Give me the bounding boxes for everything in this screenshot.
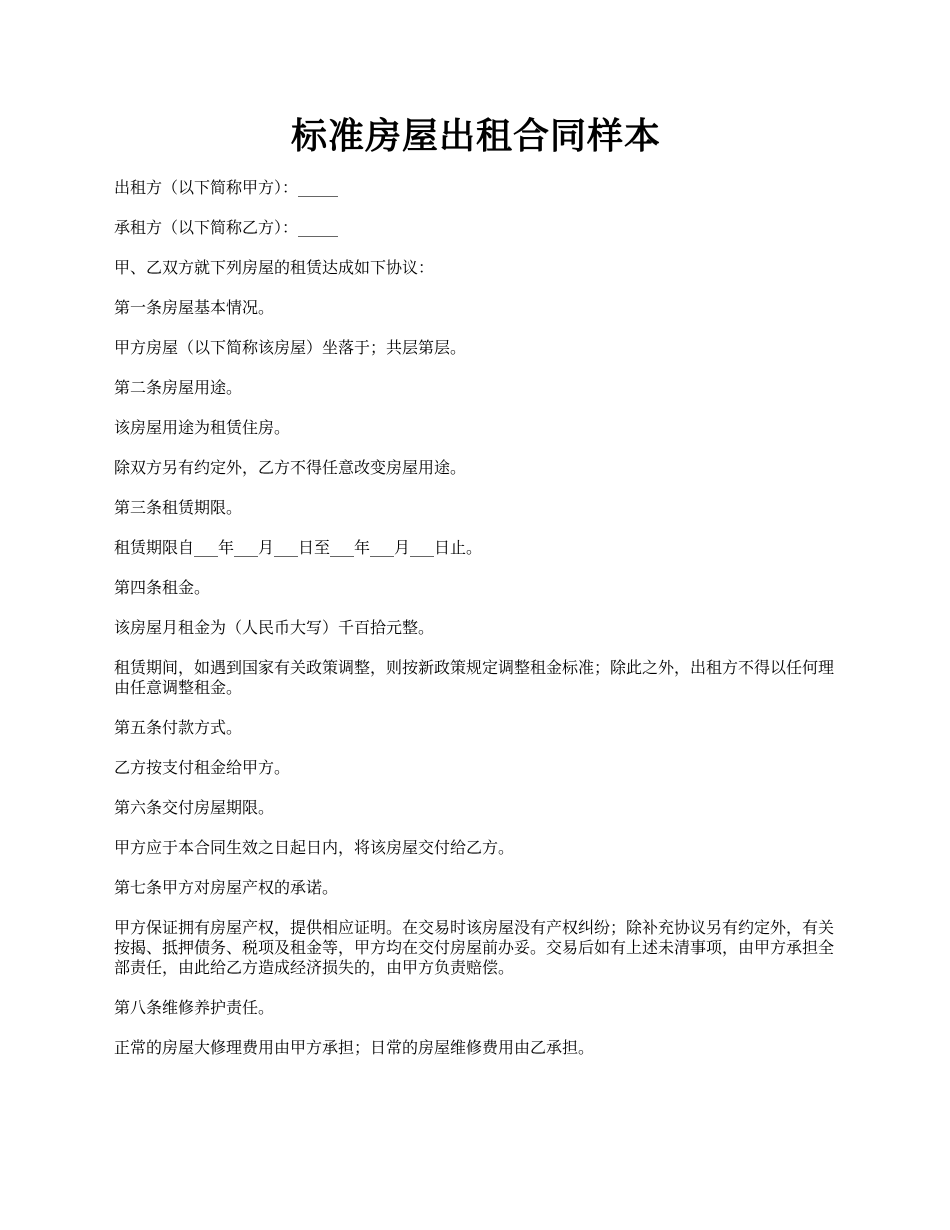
article-6-heading: 第六条交付房屋期限。 (114, 798, 275, 817)
lessor-line: 出租方（以下简称甲方）：_____ (114, 178, 339, 197)
article-2-body-2: 除双方另有约定外，乙方不得任意改变房屋用途。 (114, 458, 467, 477)
article-4-heading: 第四条租金。 (114, 578, 211, 597)
article-1-body: 甲方房屋（以下简称该房屋）坐落于；共层第层。 (114, 338, 467, 357)
lessee-line: 承租方（以下简称乙方）：_____ (114, 218, 339, 237)
article-5-heading: 第五条付款方式。 (114, 718, 243, 737)
article-4-body-2: 租赁期间，如遇到国家有关政策调整，则按新政策规定调整租金标准；除此之外，出租方不得以任何理由任意调整租金。 (114, 658, 835, 697)
article-2-body-1: 该房屋用途为租赁住房。 (114, 418, 291, 437)
article-3-body: 租赁期限自___年___月___日至___年___月___日止。 (114, 538, 483, 557)
article-7-heading: 第七条甲方对房屋产权的承诺。 (114, 878, 339, 897)
article-1-heading: 第一条房屋基本情况。 (114, 298, 275, 317)
article-3-heading: 第三条租赁期限。 (114, 498, 243, 517)
article-6-body: 甲方应于本合同生效之日起日内，将该房屋交付给乙方。 (114, 838, 515, 857)
article-4-body-1: 该房屋月租金为（人民币大写）千百拾元整。 (114, 618, 435, 637)
article-2-heading: 第二条房屋用途。 (114, 378, 243, 397)
article-5-body: 乙方按支付租金给甲方。 (114, 758, 291, 777)
article-8-heading: 第八条维修养护责任。 (114, 998, 275, 1017)
agreement-intro: 甲、乙双方就下列房屋的租赁达成如下协议： (114, 258, 435, 277)
article-7-body: 甲方保证拥有房屋产权，提供相应证明。在交易时该房屋没有产权纠纷；除补充协议另有约定外，有关按揭、抵押债务、税项及租金等，甲方均在交付房屋前办妥。交易后如有上述未清事项，由甲方承担全部责任，由此给乙方造成经济损失的，由甲方负责赔偿。 (114, 918, 835, 977)
document-title: 标准房屋出租合同样本 (290, 115, 661, 157)
article-8-body: 正常的房屋大修理费用由甲方承担；日常的房屋维修费用由乙承担。 (114, 1038, 595, 1057)
